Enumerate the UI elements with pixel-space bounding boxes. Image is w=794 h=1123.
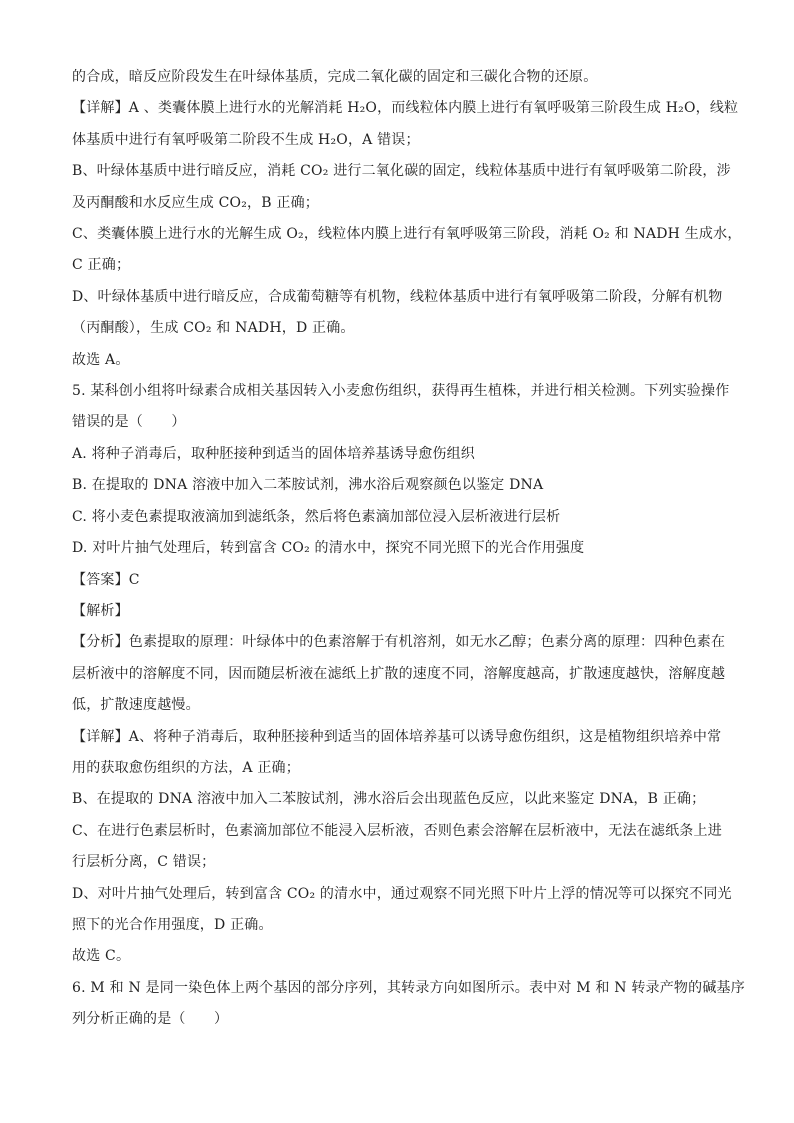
text-line: 【分析】色素提取的原理：叶绿体中的色素溶解于有机溶剂，如无水乙醇；色素分离的原理：四种色素在 — [72, 634, 726, 651]
document-page — [72, 62, 745, 1036]
option-b: B. 在提取的 DNA 溶液中加入二苯胺试剂，沸水浴后观察颜色以鉴定 DNA — [72, 477, 544, 494]
text-line: 的合成，暗反应阶段发生在叶绿体基质，完成二氧化碳的固定和三碳化合物的还原。 — [72, 69, 598, 85]
answer-label: 【答案】C — [72, 571, 140, 588]
option-d: D. 对叶片抽气处理后，转到富含 CO₂ 的清水中，探究不同光照下的光合作用强度 — [72, 540, 585, 557]
text-line: 体基质中进行有氧呼吸第二阶段不生成 H₂O，A 错误； — [72, 131, 420, 148]
option-c: C. 将小麦色素提取液滴加到滤纸条，然后将色素滴加部位浸入层析液进行层析 — [72, 508, 561, 525]
text-line: C 正确； — [72, 257, 131, 274]
text-line: B、在提取的 DNA 溶液中加入二苯胺试剂，沸水浴后会出现蓝色反应，以此来鉴定 DNA，B 正确； — [72, 791, 706, 808]
text-line: D、对叶片抽气处理后，转到富含 CO₂ 的清水中，通过观察不同光照下叶片上浮的情况等可以探究不同光 — [72, 885, 732, 902]
text-line: C、在进行色素层析时，色素滴加部位不能浸入层析液，否则色素会溶解在层析液中，无法在滤纸条上进 — [72, 822, 722, 839]
analysis-label: 【解析】 — [72, 602, 129, 619]
text-line: 层析液中的溶解度不同，因而随层析液在滤纸上扩散的速度不同，溶解度越高，扩散速度越快，溶解度越 — [72, 665, 726, 682]
text-line: 及丙酮酸和水反应生成 CO₂，B 正确； — [72, 194, 319, 211]
text-line: B、叶绿体基质中进行暗反应，消耗 CO₂ 进行二氧化碳的固定，线粒体基质中进行有氧呼吸第二阶段，涉 — [72, 163, 731, 180]
text-line: 【详解】A 、类囊体膜上进行水的光解消耗 H₂O，而线粒体内膜上进行有氧呼吸第三阶段生成 H₂O，线粒 — [72, 100, 739, 117]
question-6-stem: 列分析正确的是（ ） — [72, 1011, 229, 1028]
question-6-stem: 6. M 和 N 是同一染色体上两个基因的部分序列，其转录方向如图所示。表中对 M 和 N 转录产物的碱基序 — [72, 979, 745, 996]
text-line: 故选 A。 — [72, 351, 130, 368]
text-line: 用的获取愈伤组织的方法，A 正确； — [72, 759, 300, 776]
text-line: C、类囊体膜上进行水的光解生成 O₂，线粒体内膜上进行有氧呼吸第三阶段，消耗 O₂ 和 NADH 生成水， — [72, 226, 742, 243]
text-line: 照下的光合作用强度，D 正确。 — [72, 916, 273, 933]
question-5-stem: 5. 某科创小组将叶绿素合成相关基因转入小麦愈伤组织，获得再生植株，并进行相关检测。下列实验操作 — [72, 383, 730, 400]
text-line: D、叶绿体基质中进行暗反应，合成葡萄糖等有机物，线粒体基质中进行有氧呼吸第二阶段，分解有机物 — [72, 288, 723, 305]
text-line: 低，扩散速度越慢。 — [72, 697, 200, 714]
option-a: A. 将种子消毒后，取种胚接种到适当的固体培养基诱导愈伤组织 — [72, 445, 476, 462]
text-line: 【详解】A、将种子消毒后，取种胚接种到适当的固体培养基可以诱导愈伤组织，这是植物组织培养中常 — [72, 728, 722, 745]
text-line: （丙酮酸），生成 CO₂ 和 NADH，D 正确。 — [72, 320, 355, 337]
text-line: 行层析分离，C 错误； — [72, 854, 216, 871]
text-line: 故选 C。 — [72, 948, 131, 965]
question-5-stem: 错误的是（ ） — [72, 414, 186, 431]
